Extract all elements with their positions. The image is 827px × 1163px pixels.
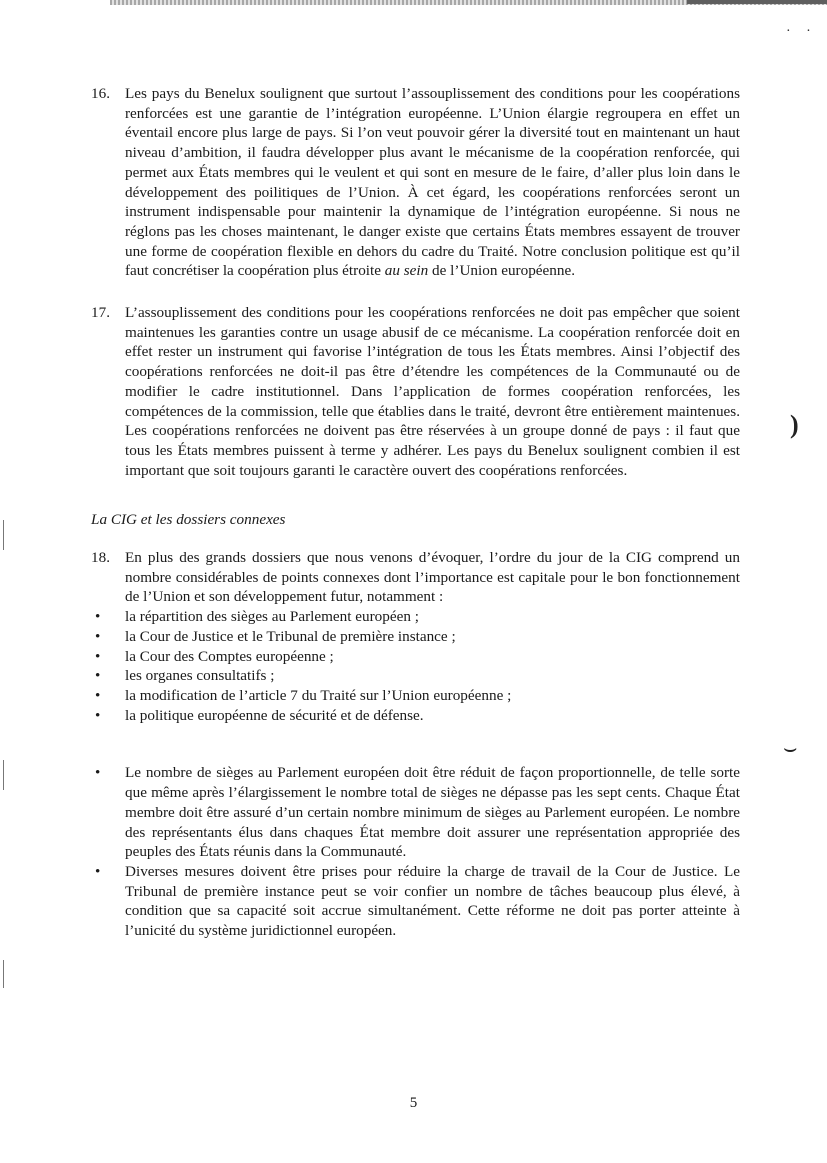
detail-bullet-list	[95, 763, 740, 940]
scan-margin-line	[3, 960, 4, 988]
scan-bracket-mark: )	[790, 410, 799, 439]
list-item: • les organes consultatifs ;	[91, 666, 740, 686]
scan-top-edge	[110, 0, 827, 5]
list-item: • Le nombre de sièges au Parlement européen doit être réduit de façon proportionnelle, de telle sorte que même après l’élargissement le nombre total de sièges ne dépasse pas les sept cents. Chaque État membre doit être assuré d’un certain nombre minimum de sièges au Parlement européen. Le nombre des représentants élus dans chaques État membre doit assurer une représentation appropriée des peuples des États réunis dans la Communauté.	[91, 763, 740, 862]
paragraph-text: de l’Union européenne.	[428, 262, 575, 280]
page-number: 5	[409, 1095, 418, 1111]
paragraph-italic-text: au sein	[384, 262, 429, 280]
paragraph-text: En plus des grands dossiers que nous venons d’évoquer, l’ordre du jour de la CIG comprend un nombre considérables de points connexes dont l’importance est capitale pour le bon fonctionnement de l’Union et son développement futur, notamment :	[125, 549, 740, 606]
document-body	[91, 84, 740, 941]
list-item: • Diverses mesures doivent être prises pour réduire la charge de travail de la Cour de Justice. Le Tribunal de première instance peut se voir confier un nombre de tâches beaucoup plus élevé, à condition que sa capacité soit accrue simultanément. Cette réforme ne doit pas porter atteinte à l’unicité du système juridictionnel européen.	[91, 862, 740, 941]
scan-speck-mark: · ·	[786, 24, 817, 39]
list-item: • la répartition des sièges au Parlement européen ;	[91, 607, 740, 627]
paragraph-number: 18.	[91, 549, 110, 567]
section-heading: La CIG et les dossiers connexes	[91, 511, 286, 529]
topic-bullet-list	[95, 607, 740, 725]
paragraph-17	[91, 303, 740, 480]
paragraph-16	[91, 84, 740, 281]
scan-margin-line	[3, 520, 4, 550]
scan-margin-line	[3, 760, 4, 790]
list-item: • la Cour des Comptes européenne ;	[91, 647, 740, 667]
paragraph-18	[91, 548, 740, 607]
list-item: • la Cour de Justice et le Tribunal de première instance ;	[91, 627, 740, 647]
paragraph-text: L’assouplissement des conditions pour les coopérations renforcées ne doit pas empêcher que soient maintenues les garanties contre un usage abusif de ce mécanisme. La coopération renforcée doit en effet rester un instrument qui favorise l’intégration de tous les États membres. Ainsi l’objectif des coopérations renforcées ne doit-il pas être d’étendre les compétences de la Communauté ou de modifier le cadre institutionnel. Dans l’application de formes coopération renforcées, les compétences de la commission, telle que établies dans le traité, devront être entièrement maintenues. Les coopérations renforcées ne doivent pas être réservées à un groupe donné de pays : il faut que tous les États membres puissent à terme y adhérer. Les pays du Benelux soulignent combien il est important que soit toujours garanti le caractère ouvert des coopérations renforcées.	[125, 304, 740, 479]
list-item: • la modification de l’article 7 du Traité sur l’Union européenne ;	[91, 686, 740, 706]
paragraph-number: 16.	[91, 85, 110, 102]
paragraph-text: Les pays du Benelux soulignent que surtout l’assouplissement des conditions pour les coopérations renforcées est une garantie de l’intégration européenne. L’Union élargie regroupera en effet un éventail encore plus large de pays. Si l’on veut pouvoir gérer la diversité tout en maintenant un haut niveau d’ambition, il faudra développer plus avant le mécanisme de la coopération renforcée, qui permet aux États membres qui le veulent et qui sont en mesure de le faire, d’aller plus loin dans le développement des poilitiques de l’Union. À cet égard, les coopérations renforcées seront un instrument indispensable pour maintenir la dynamique de l’intégration européenne. Si nous ne réglons pas les choses maintenant, le danger existe que certains États membres essayent de trouver une forme de coopération flexible en dehors du cadre du Traité. Notre conclusion politique est qu’il faut concrétiser la coopération plus étroite	[125, 85, 740, 280]
list-item: • la politique européenne de sécurité et de défense.	[91, 706, 740, 726]
paragraph-number: 17.	[91, 304, 110, 322]
scan-squiggle-mark: ⌣	[783, 735, 798, 760]
